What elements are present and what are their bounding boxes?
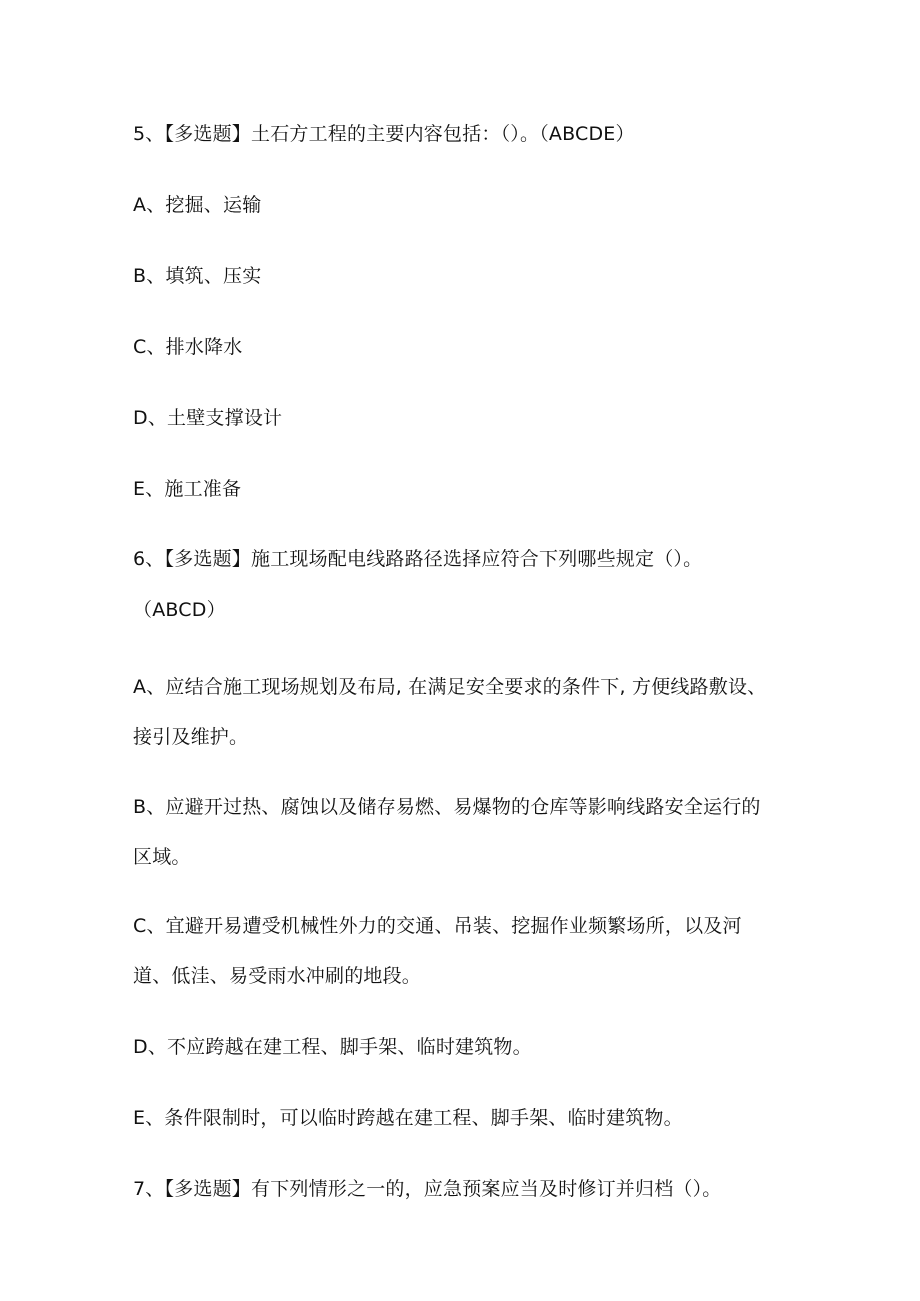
question-6-option-c-continued: 道、低洼、易受雨水冲刷的地段。 — [133, 965, 422, 987]
question-6-option-c: C、宜避开易遭受机械性外力的交通、吊装、挖掘作业频繁场所，以及河 — [133, 915, 742, 937]
question-5-stem: 5、【多选题】土石方工程的主要内容包括：（）。（ABCDE） — [133, 123, 635, 145]
question-5-option-c: C、排水降水 — [133, 336, 243, 358]
question-6-option-a-continued: 接引及维护。 — [133, 726, 249, 748]
question-6-answer: （ABCD） — [133, 599, 226, 621]
question-5-option-b: B、填筑、压实 — [133, 265, 262, 287]
question-7-stem: 7、【多选题】有下列情形之一的，应急预案应当及时修订并归档（）。 — [133, 1178, 722, 1200]
question-5-option-a: A、挖掘、运输 — [133, 194, 262, 216]
question-5-option-e: E、施工准备 — [133, 478, 242, 500]
question-6-stem: 6、【多选题】施工现场配电线路路径选择应符合下列哪些规定（）。 — [133, 548, 703, 570]
question-6-option-a: A、应结合施工现场规划及布局, 在满足安全要求的条件下, 方便线路敷设、 — [133, 676, 767, 698]
question-6-option-b-continued: 区域。 — [133, 846, 191, 868]
question-5-option-d: D、土壁支撑设计 — [133, 407, 283, 429]
question-6-option-d: D、不应跨越在建工程、脚手架、临时建筑物。 — [133, 1036, 532, 1058]
question-6-option-b: B、应避开过热、腐蚀以及储存易燃、易爆物的仓库等影响线路安全运行的 — [133, 796, 761, 818]
question-6-option-e: E、条件限制时，可以临时跨越在建工程、脚手架、临时建筑物。 — [133, 1107, 683, 1129]
